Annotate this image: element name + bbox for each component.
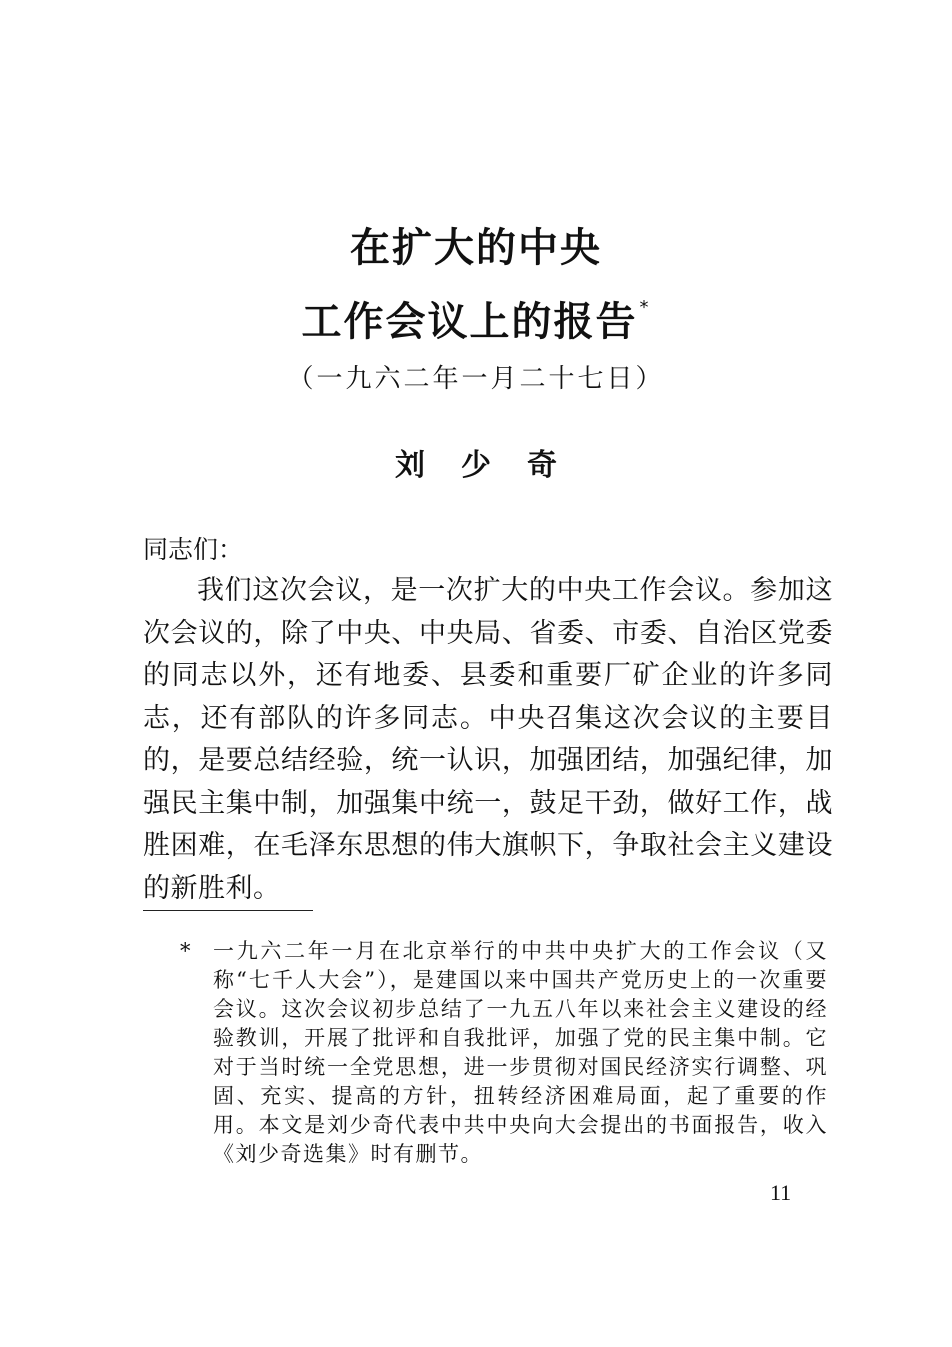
- footnote-divider: [143, 910, 313, 911]
- title-line-2: [0, 278, 952, 352]
- footnote: [180, 937, 828, 1169]
- title-line-2-text: 工作会议上的报告: [301, 299, 638, 345]
- page-number: 11: [770, 1180, 792, 1205]
- title-block: [0, 218, 952, 352]
- body-paragraph: 我们这次会议，是一次扩大的中央工作会议。参加这次会议的，除了中央、中央局、省委、市委、自治区党委的同志以外，还有地委、县委和重要厂矿企业的许多同志，还有部队的许多同志。中央召集这次会议的主要目的，是要总结经验，统一认识，加强团结，加强纪律，加强民主集中制，加强集中统一，鼓足干劲，做好工作，战胜困难，在毛泽东思想的伟大旗帜下，争取社会主义建设的新胜利。: [143, 575, 833, 904]
- footnote-text: 一九六二年一月在北京举行的中共中央扩大的工作会议（又称“七千人大会”），是建国以来中国共产党历史上的一次重要会议。这次会议初步总结了一九五八年以来社会主义建设的经验教训，开展了批评和自我批评，加强了党的民主集中制。它对于当时统一全党思想，进一步贯彻对国民经济实行调整、巩固、充实、提高的方针，扭转经济困难局面，起了重要的作用。本文是刘少奇代表中共中央向大会提出的书面报告，收入《刘少奇选集》时有删节。: [213, 939, 828, 1166]
- date-line: （一九六二年一月二十七日）: [287, 364, 665, 394]
- footnote-marker: *: [180, 939, 192, 963]
- author-name: 刘少奇: [395, 448, 593, 483]
- title-footnote-marker: *: [639, 297, 651, 318]
- salutation: 同志们：: [143, 535, 244, 564]
- title-line-1: 在扩大的中央: [350, 225, 602, 271]
